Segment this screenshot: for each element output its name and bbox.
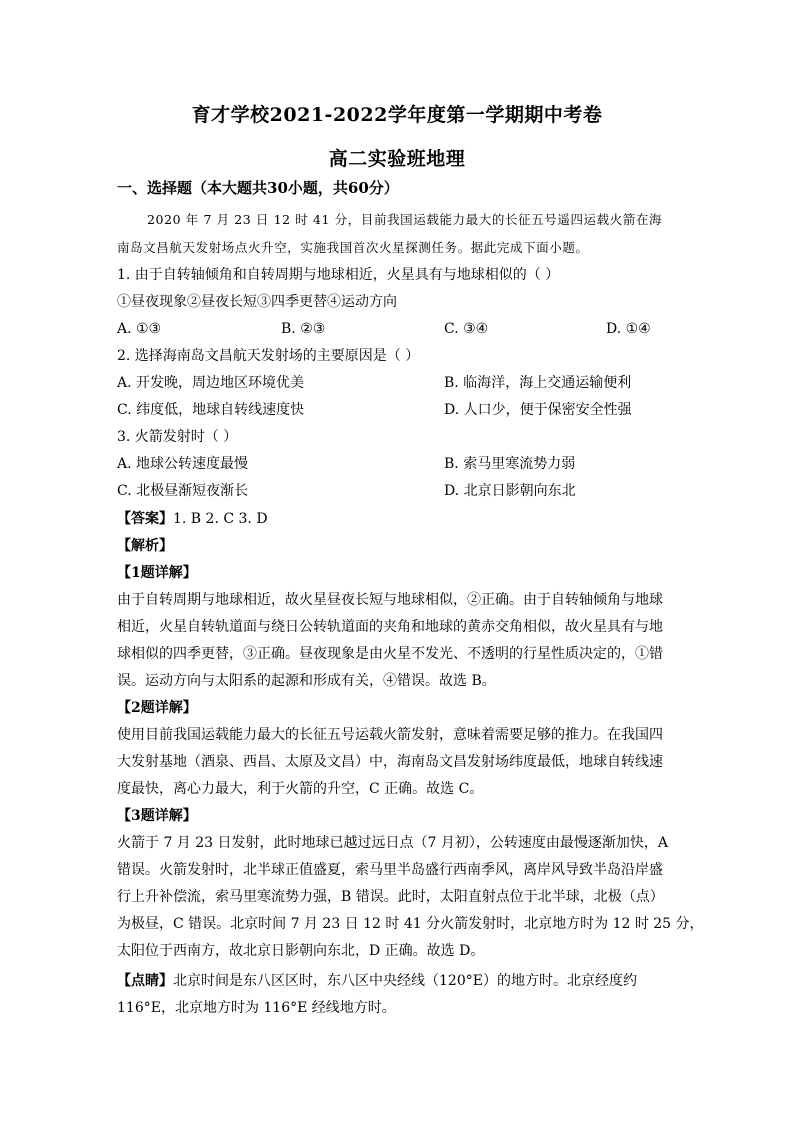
detail-1-line-2: 相近，火星自转轨道面与绕日公转轨道面的夹角和地球的黄赤交角相似，故火星具有与地 xyxy=(117,619,663,635)
question-1-option-c: C. ③④ xyxy=(444,321,489,337)
intro-line-1: 2020 年 7 月 23 日 12 时 41 分，目前我国运载能力最大的长征五号遥四运载火箭在海 xyxy=(147,212,663,227)
tip-row xyxy=(117,971,637,991)
question-3-stem: 3. 火箭发射时（ ） xyxy=(117,429,238,445)
question-1-option-b: B. ②③ xyxy=(281,321,326,337)
intro-line-2: 南岛文昌航天发射场点火升空，实施我国首次火星探测任务。据此完成下面小题。 xyxy=(117,240,589,255)
question-2-option-c: C. 纬度低，地球自转线速度快 xyxy=(117,402,305,418)
detail-1-line-1: 由于自转周期与地球相近，故火星昼夜长短与地球相似，②正确。由于自转轴倾角与地球 xyxy=(117,592,663,608)
tip-tag: 【点睛】 xyxy=(117,973,173,989)
detail-3-line-4: 为极昼，C 错误。北京时间 7 月 23 日 12 时 41 分火箭发射时，北京地方时为 12 时 25 分， xyxy=(117,916,704,932)
detail-2-tag: 【2题详解】 xyxy=(117,700,197,716)
detail-1-line-4: 误。运动方向与太阳系的起源和形成有关，④错误。故选 B。 xyxy=(117,673,496,689)
question-1-stem: 1. 由于自转轴倾角和自转周期与地球相近，火星具有与地球相似的（ ） xyxy=(117,267,560,283)
document-title: 育才学校2021-2022学年度第一学期期中考卷 xyxy=(191,104,603,126)
detail-3-tag: 【3题详解】 xyxy=(117,808,197,824)
question-3-option-d: D. 北京日影朝向东北 xyxy=(444,483,576,499)
question-2-stem: 2. 选择海南岛文昌航天发射场的主要原因是（ ） xyxy=(117,348,420,364)
question-2-option-d: D. 人口少，便于保密安全性强 xyxy=(444,402,632,418)
detail-2-line-3: 度最快，离心力最大，利于火箭的升空，C 正确。故选 C。 xyxy=(117,781,484,797)
answer-tag: 【答案】 xyxy=(117,511,173,527)
detail-3-line-3: 行上升补偿流，索马里寒流势力强，B 错误。此时，太阳直射点位于北半球，北极（点） xyxy=(117,889,664,905)
detail-3-line-5: 太阳位于西南方，故北京日影朝向东北，D 正确。故选 D。 xyxy=(117,943,485,959)
document-subtitle: 高二实验班地理 xyxy=(328,148,466,170)
question-1-option-a: A. ①③ xyxy=(117,321,162,337)
tip-line-1: 北京时间是东八区区时，东八区中央经线（120°E）的地方时。北京经度约 xyxy=(173,973,637,989)
section-heading: 一、选择题（本大题共30小题，共60分） xyxy=(117,179,399,197)
analysis-tag: 【解析】 xyxy=(117,538,173,554)
question-2-option-b: B. 临海洋，海上交通运输便利 xyxy=(444,375,632,391)
question-3-option-b: B. 索马里寒流势力弱 xyxy=(444,456,576,472)
detail-3-line-2: 错误。火箭发射时，北半球正值盛夏，索马里半岛盛行西南季风，离岸风导致半岛沿岸盛 xyxy=(117,862,663,878)
answer-row xyxy=(117,509,268,529)
detail-1-tag: 【1题详解】 xyxy=(117,565,197,581)
question-2-option-a: A. 开发晚，周边地区环境优美 xyxy=(117,375,305,391)
detail-1-line-3: 球相似的四季更替，③正确。昼夜现象是由火星不发光、不透明的行星性质决定的，①错 xyxy=(117,646,663,662)
answer-text: 1. B 2. C 3. D xyxy=(173,511,268,527)
tip-line-2: 116°E，北京地方时为 116°E 经线地方时。 xyxy=(117,1000,396,1016)
question-1-statements: ①昼夜现象②昼夜长短③四季更替④运动方向 xyxy=(117,294,397,310)
question-3-option-a: A. 地球公转速度最慢 xyxy=(117,456,249,472)
detail-2-line-1: 使用目前我国运载能力最大的长征五号运载火箭发射，意味着需要足够的推力。在我国四 xyxy=(117,727,663,743)
question-3-option-c: C. 北极昼渐短夜渐长 xyxy=(117,483,249,499)
detail-2-line-2: 大发射基地（酒泉、西昌、太原及文昌）中，海南岛文昌发射场纬度最低，地球自转线速 xyxy=(117,754,663,770)
detail-3-line-1: 火箭于 7 月 23 日发射，此时地球已越过远日点（7 月初），公转速度由最慢逐渐加快，A xyxy=(117,835,668,851)
question-1-option-d: D. ①④ xyxy=(606,321,651,337)
